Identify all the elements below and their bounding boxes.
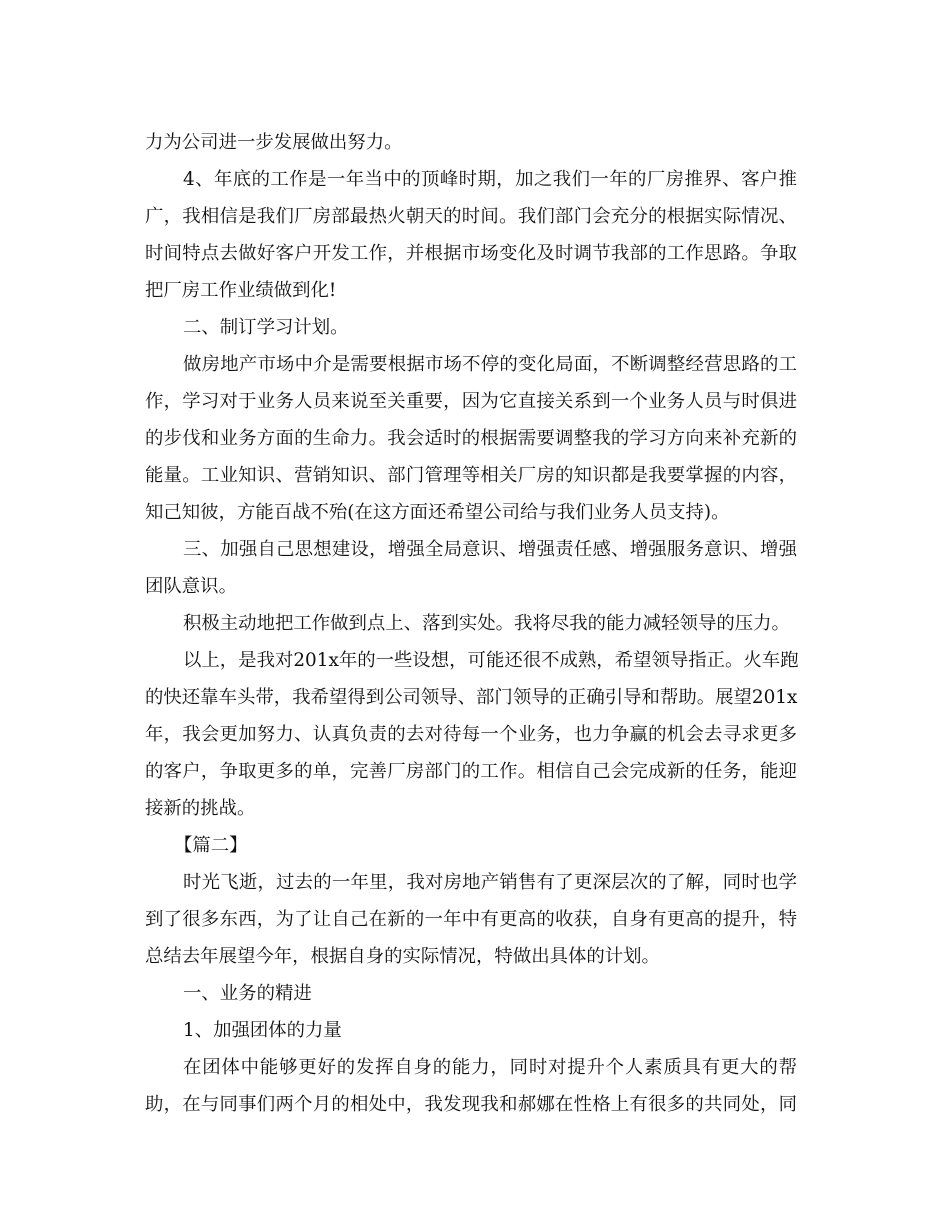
paragraph-line: 时光飞逝，过去的一年里，我对房地产销售有了更深层次的了解，同时也学: [183, 872, 797, 893]
paragraph-line: 以上，是我对201x年的一些设想，可能还很不成熟，希望领导指正。火车跑: [183, 650, 799, 671]
paragraph-line: 积极主动地把工作做到点上、落到实处。我将尽我的能力减轻领导的压力。: [183, 613, 790, 634]
paragraph-line: 时间特点去做好客户开发工作，并根据市场变化及时调节我部的工作思路。争取: [145, 243, 797, 264]
paragraph-line: 能量。工业知识、营销知识、部门管理等相关厂房的知识都是我要掌握的内容，: [145, 465, 797, 486]
paragraph-line: 4、年底的工作是一年当中的顶峰时期，加之我们一年的厂房推界、客户推: [183, 169, 797, 190]
paragraph-line: 的快还靠车头带，我希望得到公司领导、部门领导的正确引导和帮助。展望201x: [145, 687, 798, 708]
paragraph-line: 力为公司进一步发展做出努力。: [145, 132, 403, 153]
paragraph-line: 作，学习对于业务人员来说至关重要，因为它直接关系到一个业务人员与时俱进: [145, 391, 797, 412]
subsection-heading: 1、加强团体的力量: [183, 1020, 342, 1041]
section-heading: 三、加强自己思想建设，增强全局意识、增强责任感、增强服务意识、增强: [183, 539, 797, 560]
paragraph-line: 在团体中能够更好的发挥自身的能力，同时对提升个人素质具有更大的帮: [183, 1057, 797, 1078]
paragraph-line: 总结去年展望今年，根据自身的实际情况，特做出具体的计划。: [145, 946, 660, 967]
paragraph-line: 知己知彼，方能百战不殆(在这方面还希望公司给与我们业务人员支持)。: [145, 502, 730, 523]
paragraph-line: 广，我相信是我们厂房部最热火朝天的时间。我们部门会充分的根据实际情况、: [145, 206, 797, 227]
section-heading: 二、制订学习计划。: [183, 317, 349, 338]
paragraph-line: 的步伐和业务方面的生命力。我会适时的根据需要调整我的学习方向来补充新的: [145, 428, 797, 449]
paragraph-line: 把厂房工作业绩做到化!: [145, 280, 337, 301]
section-title: 【篇二】: [174, 835, 248, 856]
paragraph-line: 接新的挑战。: [145, 798, 256, 819]
paragraph-line: 团队意识。: [145, 576, 237, 597]
paragraph-line: 到了很多东西，为了让自己在新的一年中有更高的收获，自身有更高的提升，特: [145, 909, 797, 930]
paragraph-line: 助，在与同事们两个月的相处中，我发现我和郝娜在性格上有很多的共同处，同: [145, 1094, 797, 1115]
paragraph-line: 年，我会更加努力、认真负责的去对待每一个业务，也力争赢的机会去寻求更多: [145, 724, 797, 745]
section-heading: 一、业务的精进: [183, 983, 312, 1004]
paragraph-line: 做房地产市场中介是需要根据市场不停的变化局面，不断调整经营思路的工: [183, 354, 797, 375]
paragraph-line: 的客户，争取更多的单，完善厂房部门的工作。相信自己会完成新的任务，能迎: [145, 761, 797, 782]
